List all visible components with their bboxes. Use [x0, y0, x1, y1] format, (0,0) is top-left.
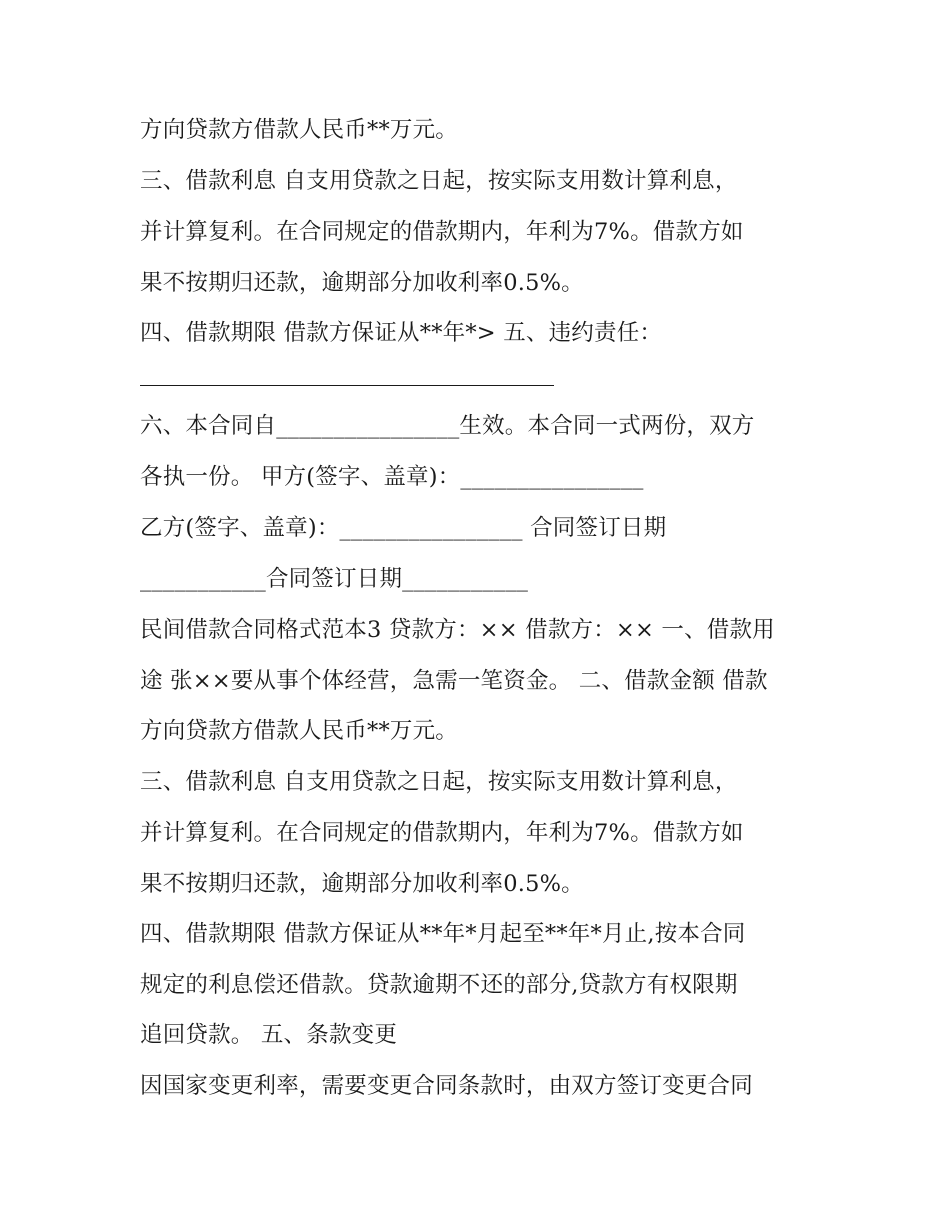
- text-line: 三、借款利息 自支用贷款之日起，按实际支用数计算利息，: [140, 769, 738, 795]
- text-line: 方向贷款方借款人民币**万元。: [140, 718, 459, 744]
- text-line: 六、本合同自________________生效。本合同一式两份，双方: [140, 413, 755, 439]
- text-line: 四、借款期限 借款方保证从**年*> 五、违约责任：: [140, 320, 663, 346]
- text-line: ___________合同签订日期___________: [140, 566, 529, 592]
- text-line: 并计算复利。在合同规定的借款期内，年利为7%。借款方如: [140, 219, 744, 245]
- text-line: 因国家变更利率，需要变更合同条款时，由双方签订变更合同: [140, 1073, 753, 1099]
- text-line: 果不按期归还款，逾期部分加收利率0.5%。: [140, 270, 584, 296]
- text-line: 民间借款合同格式范本3 贷款方：×× 借款方：×× 一、借款用: [140, 617, 775, 643]
- text-line: 方向贷款方借款人民币**万元。: [140, 117, 459, 143]
- text-line: 并计算复利。在合同规定的借款期内，年利为7%。借款方如: [140, 820, 744, 846]
- text-line: 规定的利息偿还借款。贷款逾期不还的部分,贷款方有权限期: [140, 972, 738, 998]
- text-line: 四、借款期限 借款方保证从**年*月起至**年*月止,按本合同: [140, 921, 746, 947]
- text-line: 追回贷款。 五、条款变更: [140, 1022, 398, 1048]
- text-line: 三、借款利息 自支用贷款之日起，按实际支用数计算利息，: [140, 168, 738, 194]
- text-line: 果不按期归还款，逾期部分加收利率0.5%。: [140, 871, 584, 897]
- text-line: 各执一份。 甲方(签字、盖章)：________________: [140, 464, 644, 490]
- blank-signature-line: [140, 385, 554, 386]
- text-line: 乙方(签字、盖章)：________________ 合同签订日期: [140, 515, 667, 541]
- text-line: 途 张××要从事个体经营，急需一笔资金。 二、借款金额 借款: [140, 668, 768, 694]
